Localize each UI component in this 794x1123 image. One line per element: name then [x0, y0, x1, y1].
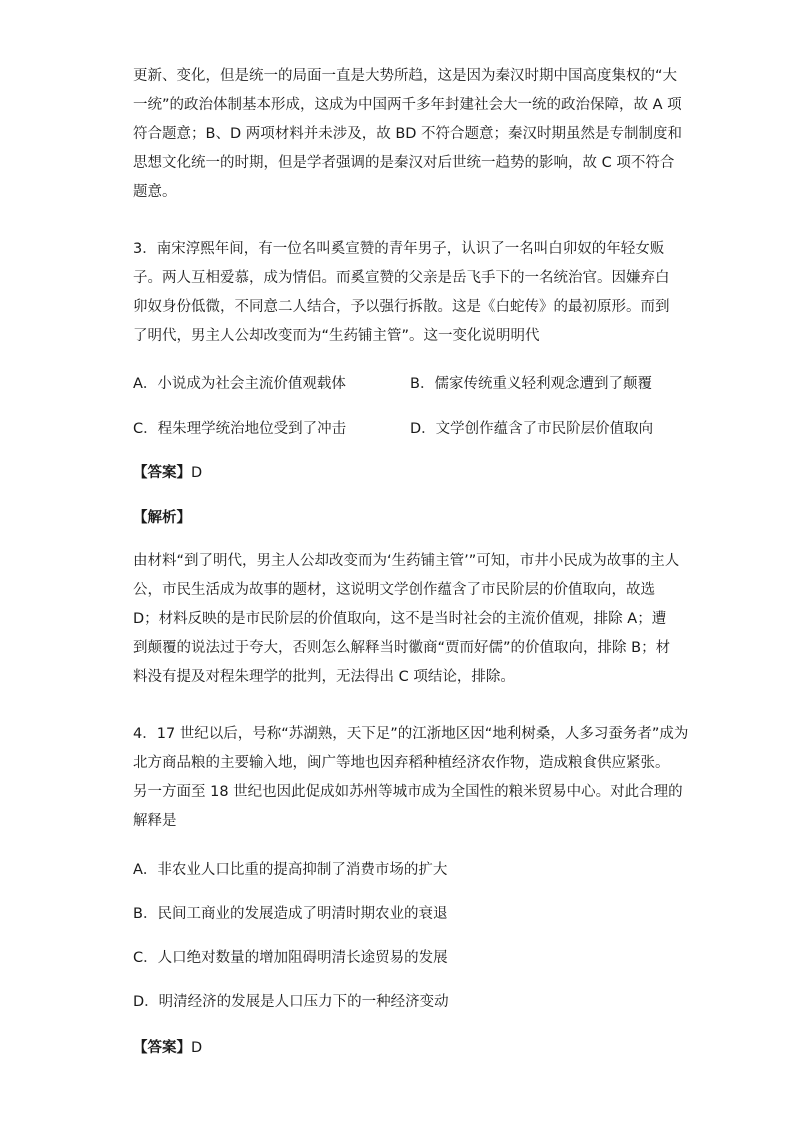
- q3-analysis-line-3: D；材料反映的是市民阶层的价值取向，这不是当时社会的主流价值观，排除 A；遭: [133, 611, 667, 627]
- q3-answer: [133, 463, 202, 483]
- q4-stem-line-3: 另一方面至 18 世纪也因此促成如苏州等城市成为全国性的粮米贸易中心。对此合理的: [133, 784, 683, 800]
- q3-analysis-line-4: 到颠覆的说法过于夸大，否则怎么解释当时徽商“贾而好儒”的价值取向，排除 B；材: [133, 640, 671, 656]
- intro-line-3: 符合题意；B、D 两项材料并未涉及，故 BD 不符合题意；秦汉时期虽然是专制制度和: [133, 126, 683, 142]
- q3-answer-value: D: [191, 465, 203, 481]
- q3-analysis-label: [133, 508, 191, 528]
- intro-paragraph: [133, 62, 683, 207]
- q3-analysis-line-5: 料没有提及对程朱理学的批判，无法得出 C 项结论，排除。: [133, 669, 515, 685]
- q4-stem-line-2: 北方商品粮的主要输入地，闽广等地也因弃稻种植经济农作物，造成粮食供应紧张。: [133, 755, 670, 771]
- intro-line-4: 思想文化统一的时期，但是学者强调的是秦汉对后世统一趋势的影响，故 C 项不符合: [133, 155, 675, 171]
- q3-analysis-line-2: 公，市民生活成为故事的题材，这说明文学创作蕴含了市民阶层的价值取向，故选: [133, 582, 655, 598]
- q4-stem-line-1: 4．17 世纪以后，号称“苏湖熟，天下足”的江浙地区因“地利树桑，人多习蚕务者”成为: [133, 726, 689, 742]
- intro-line-2: 一统”的政治体制基本形成，这成为中国两千多年封建社会大一统的政治保障，故 A 项: [133, 97, 682, 113]
- intro-line-5: 题意。: [133, 184, 177, 200]
- q3-stem-line-2: 子。两人互相爱慕，成为情侣。而奚宣赞的父亲是岳飞手下的一名统治官。因嫌弃白: [133, 270, 670, 286]
- q4-option-d: D．明清经济的发展是人口压力下的一种经济变动: [133, 994, 449, 1010]
- q3-option-d: D．文学创作蕴含了市民阶层价值取向: [410, 421, 654, 437]
- q3-stem-line-4: 了明代，男主人公却改变而为“生药铺主管”。这一变化说明明代: [133, 328, 540, 344]
- q4-option-c: C．人口绝对数量的增加阻碍明清长途贸易的发展: [133, 950, 448, 966]
- q3-answer-label: 【答案】: [133, 465, 191, 481]
- q4-answer-label: 【答案】: [133, 1040, 191, 1056]
- q4-option-a: A．非农业人口比重的提高抑制了消费市场的扩大: [133, 862, 448, 878]
- q4-answer: [133, 1038, 202, 1058]
- q3-analysis-label-text: 【解析】: [133, 510, 191, 526]
- q4-stem-line-4: 解释是: [133, 813, 177, 829]
- q4-option-b: B．民间工商业的发展造成了明清时期农业的衰退: [133, 906, 448, 922]
- q3-stem-line-3: 卯奴身份低微，不同意二人结合，予以强行拆散。这是《白蛇传》的最初原形。而到: [133, 299, 670, 315]
- question-4-stem: [133, 720, 689, 836]
- q3-option-c: C．程朱理学统治地位受到了冲击: [133, 421, 347, 437]
- q4-answer-value: D: [191, 1040, 203, 1056]
- q3-option-a: A．小说成为社会主流价值观载体: [133, 376, 346, 392]
- q3-analysis-line-1: 由材料“到了明代，男主人公却改变而为‘生药铺主管’”可知，市井小民成为故事的主人: [133, 553, 680, 569]
- question-3-stem: [133, 235, 670, 351]
- q3-analysis-paragraph: [133, 547, 680, 692]
- q3-option-b: B．儒家传统重义轻利观念遭到了颠覆: [410, 376, 652, 392]
- q3-stem-line-1: 3．南宋淳熙年间，有一位名叫奚宣赞的青年男子，认识了一名叫白卯奴的年轻女贩: [133, 241, 665, 257]
- intro-line-1: 更新、变化，但是统一的局面一直是大势所趋，这是因为秦汉时期中国高度集权的“大: [133, 68, 678, 84]
